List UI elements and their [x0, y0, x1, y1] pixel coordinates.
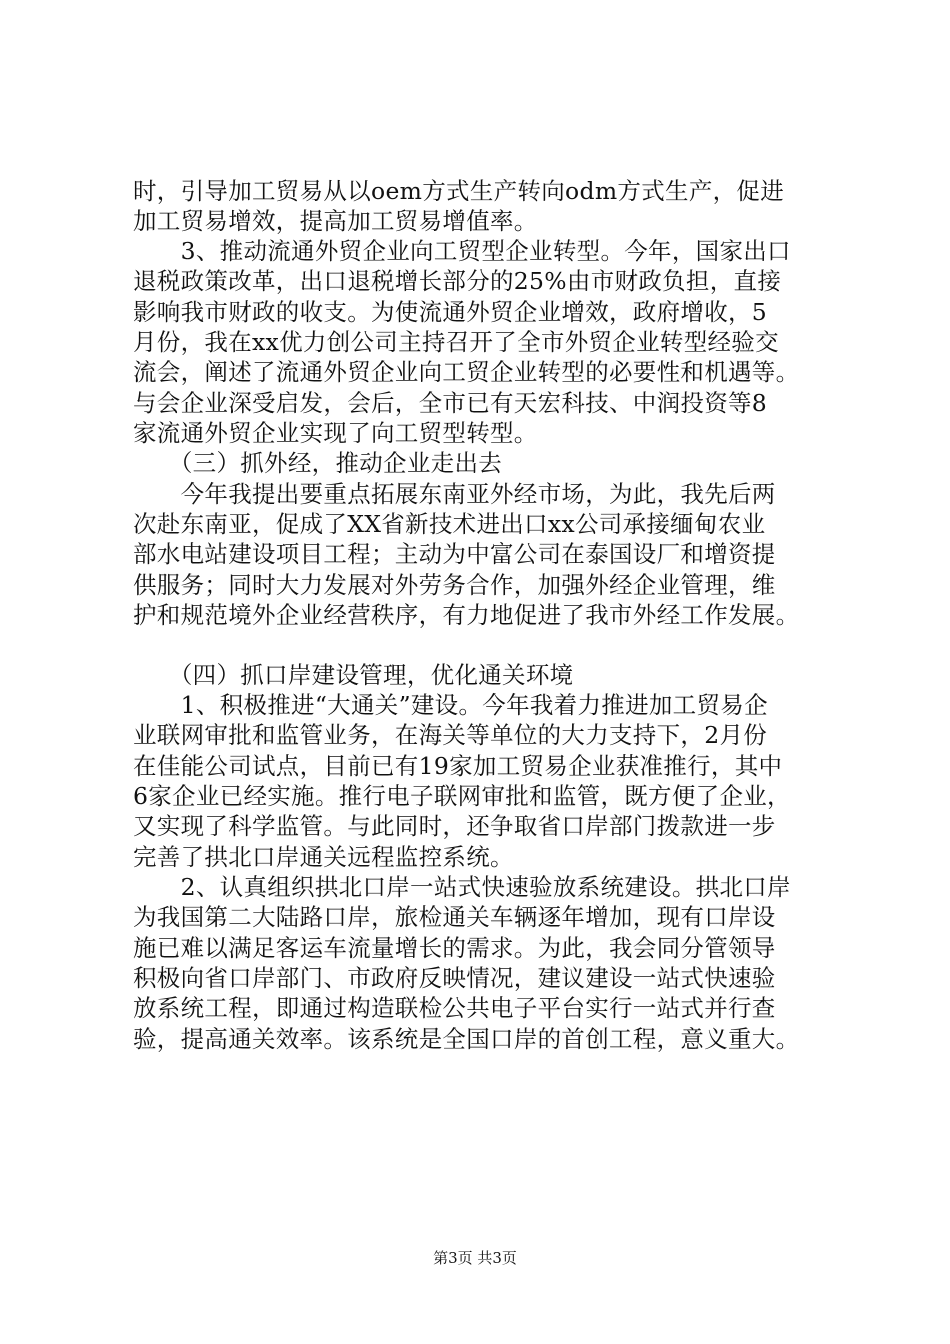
text-line: 放系统工程，即通过构造联检公共电子平台实行一站式并行查 — [133, 994, 776, 1022]
text-line: 施已难以满足客运车流量增长的需求。为此，我会同分管领导 — [133, 934, 776, 962]
text-line: 加工贸易增效，提高加工贸易增值率。 — [133, 207, 538, 235]
text-line: 在佳能公司试点，目前已有19家加工贸易企业获准推行，其中 — [133, 752, 783, 780]
text-line: 影响我市财政的收支。为使流通外贸企业增效，政府增收，5 — [133, 298, 768, 326]
section-heading: （三）抓外经，推动企业走出去 — [133, 449, 503, 477]
text-line: 流会，阐述了流通外贸企业向工贸企业转型的必要性和机遇等。 — [133, 358, 800, 386]
text-line: 部水电站建设项目工程；主动为中富公司在泰国设厂和增资提 — [133, 540, 776, 568]
text-line: 护和规范境外企业经营秩序，有力地促进了我市外经工作发展。 — [133, 601, 800, 629]
text-line: 积极向省口岸部门、市政府反映情况，建议建设一站式快速验 — [133, 964, 776, 992]
page-number-footer: 第3页 共3页 — [433, 1249, 517, 1267]
text-line: 业联网审批和监管业务，在海关等单位的大力支持下，2月份 — [133, 721, 768, 749]
text-line: 供服务；同时大力发展对外劳务合作，加强外经企业管理，维 — [133, 571, 776, 599]
text-line: 月份，我在xx优力创公司主持召开了全市外贸企业转型经验交 — [133, 328, 779, 356]
text-line: 为我国第二大陆路口岸，旅检通关车辆逐年增加，现有口岸设 — [133, 903, 776, 931]
text-line: 完善了拱北口岸通关远程监控系统。 — [133, 843, 514, 871]
text-line: 6家企业已经实施。推行电子联网审批和监管，既方便了企业， — [133, 782, 791, 810]
text-line: 家流通外贸企业实现了向工贸型转型。 — [133, 419, 538, 447]
text-line: 与会企业深受启发，会后，全市已有天宏科技、中润投资等8 — [133, 389, 768, 417]
text-line: 次赴东南亚，促成了XX省新技术进出口xx公司承接缅甸农业 — [133, 510, 766, 538]
text-line: 2、认真组织拱北口岸一站式快速验放系统建设。拱北口岸 — [133, 873, 791, 901]
text-line: 1、积极推进“大通关”建设。今年我着力推进加工贸易企 — [133, 691, 768, 719]
text-line: 退税政策改革，出口退税增长部分的25%由市财政负担，直接 — [133, 267, 782, 295]
text-line: 3、推动流通外贸企业向工贸型企业转型。今年，国家出口 — [133, 237, 791, 265]
text-line: 今年我提出要重点拓展东南亚外经市场，为此，我先后两 — [133, 480, 776, 508]
text-line: 又实现了科学监管。与此同时，还争取省口岸部门拨款进一步 — [133, 812, 776, 840]
section-heading: （四）抓口岸建设管理，优化通关环境 — [133, 661, 574, 689]
text-line: 时，引导加工贸易从以oem方式生产转向odm方式生产，促进 — [133, 177, 785, 205]
text-line: 验，提高通关效率。该系统是全国口岸的首创工程，意义重大。 — [133, 1025, 800, 1053]
